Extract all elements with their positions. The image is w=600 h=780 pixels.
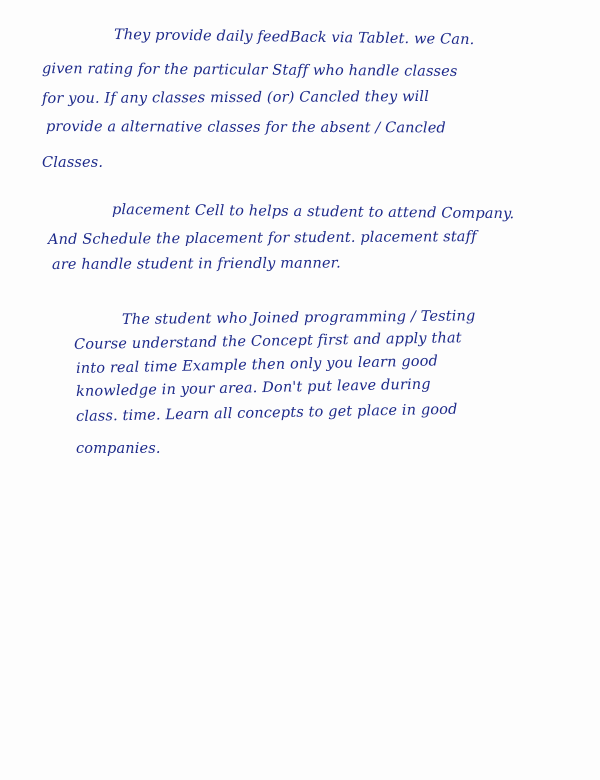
text-line: Course understand the Concept first and apply that bbox=[73, 330, 462, 353]
text-line: Classes. bbox=[42, 155, 104, 171]
text-line: The student who Joined programming / Testing bbox=[121, 308, 476, 328]
text-line: companies. bbox=[76, 441, 161, 457]
text-line: class. time. Learn all concepts to get place in good bbox=[75, 401, 458, 425]
text-line: for you. If any classes missed (or) Cancled they will bbox=[41, 88, 430, 107]
text-line: given rating for the particular Staff who handle classes bbox=[41, 61, 458, 80]
text-line: provide a alternative classes for the absent / Cancled bbox=[45, 119, 446, 137]
text-line: knowledge in your area. Don't put leave during bbox=[75, 376, 431, 400]
text-line: They provide daily feedBack via Tablet. we Can. bbox=[113, 27, 475, 49]
text-line: placement Cell to helps a student to attend Company. bbox=[111, 202, 515, 223]
text-line: are handle student in friendly manner. bbox=[51, 255, 341, 273]
text-line: into real time Example then only you learn good bbox=[75, 353, 439, 377]
text-line: And Schedule the placement for student. placement staff bbox=[47, 229, 477, 248]
